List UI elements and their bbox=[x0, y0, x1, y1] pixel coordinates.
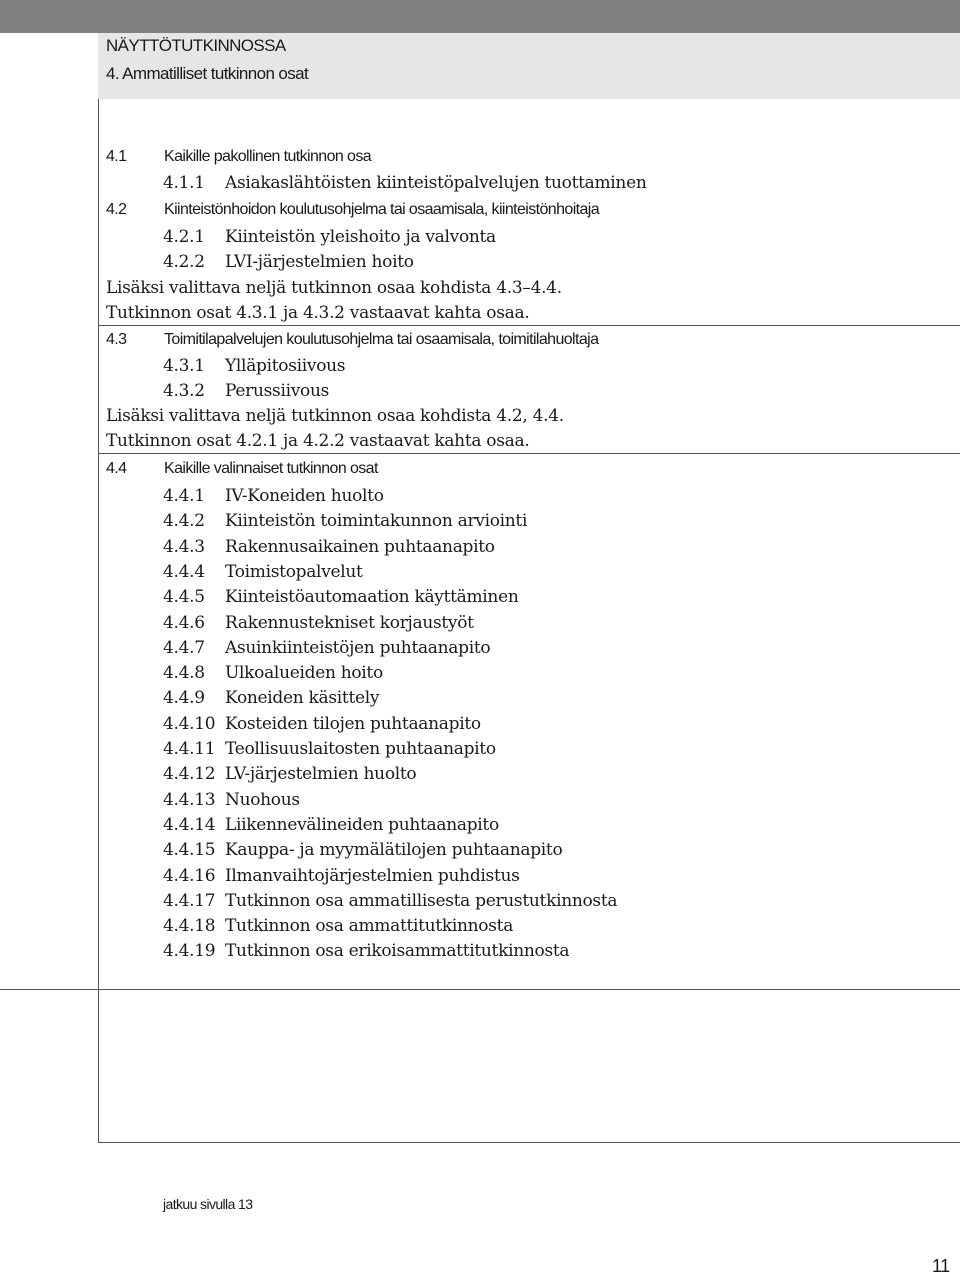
page-subtitle: 4. Ammatilliset tutkinnon osat bbox=[106, 64, 309, 83]
item-text: Kauppa- ja myymälätilojen puhtaanapito bbox=[225, 840, 563, 861]
item-text: Liikennevälineiden puhtaanapito bbox=[225, 814, 499, 835]
section-title: Kaikille valinnaiset tutkinnon osat bbox=[164, 460, 378, 477]
item-text: Ylläpitosiivous bbox=[225, 356, 346, 376]
item-text: Kiinteistön yleishoito ja valvonta bbox=[225, 227, 496, 247]
top-bar bbox=[0, 0, 960, 33]
item-text: Tutkinnon osa ammatillisesta perustutkinnosta bbox=[225, 890, 618, 911]
item-text: Asiakaslähtöisten kiinteistöpalvelujen tuottaminen bbox=[225, 173, 647, 193]
section-title: Kiinteistönhoidon koulutusohjelma tai osaamisala, kiinteistönhoitaja bbox=[164, 201, 600, 218]
item-number: 4.2.1 bbox=[163, 227, 205, 247]
item-text: Koneiden käsittely bbox=[225, 688, 380, 709]
item-number: 4.4.9 bbox=[163, 688, 205, 709]
item-text: Tutkinnon osa ammattitutkinnosta bbox=[225, 916, 514, 937]
section-title: Kaikille pakollinen tutkinnon osa bbox=[164, 148, 372, 165]
item-text: Ilmanvaihtojärjestelmien puhdistus bbox=[225, 865, 520, 886]
item-text: Rakennusaikainen puhtaanapito bbox=[225, 536, 495, 557]
item-text: Kiinteistön toimintakunnon arviointi bbox=[225, 511, 528, 532]
note-text: Tutkinnon osat 4.2.1 ja 4.2.2 vastaavat kahta osaa. bbox=[106, 431, 530, 451]
item-number: 4.4.2 bbox=[163, 511, 205, 532]
item-number: 4.4.12 bbox=[163, 764, 216, 785]
item-number: 4.4.17 bbox=[163, 890, 216, 911]
item-text: Toimistopalvelut bbox=[225, 561, 363, 582]
empty-box bbox=[98, 989, 960, 1143]
item-text: Asuinkiinteistöjen puhtaanapito bbox=[225, 637, 491, 658]
item-text: Rakennustekniset korjaustyöt bbox=[225, 612, 474, 633]
item-text: Nuohous bbox=[225, 789, 300, 810]
divider bbox=[98, 453, 960, 454]
section-number: 4.2 bbox=[106, 201, 127, 218]
item-number: 4.4.14 bbox=[163, 814, 216, 835]
page-number: 11 bbox=[932, 1256, 950, 1276]
note-text: Lisäksi valittava neljä tutkinnon osaa kohdista 4.3–4.4. bbox=[106, 278, 562, 298]
item-text: Kosteiden tilojen puhtaanapito bbox=[225, 713, 481, 734]
page-title: NÄYTTÖTUTKINNOSSA bbox=[106, 36, 286, 55]
item-number: 4.4.3 bbox=[163, 536, 205, 557]
item-number: 4.4.4 bbox=[163, 561, 205, 582]
item-number: 4.4.5 bbox=[163, 587, 205, 608]
item-number: 4.4.18 bbox=[163, 916, 216, 937]
section-number: 4.4 bbox=[106, 460, 127, 477]
item-number: 4.3.1 bbox=[163, 356, 205, 376]
item-text: LV-järjestelmien huolto bbox=[225, 764, 417, 785]
item-number: 4.3.2 bbox=[163, 381, 205, 401]
divider bbox=[98, 325, 960, 326]
item-number: 4.4.11 bbox=[163, 739, 216, 759]
section-number: 4.3 bbox=[106, 331, 127, 348]
item-number: 4.4.8 bbox=[163, 663, 205, 684]
divider bbox=[0, 989, 98, 990]
item-text: Ulkoalueiden hoito bbox=[225, 663, 383, 684]
item-text: Perussiivous bbox=[225, 381, 330, 401]
item-number: 4.4.16 bbox=[163, 865, 216, 886]
item-number: 4.4.15 bbox=[163, 840, 216, 861]
continued-note: jatkuu sivulla 13 bbox=[163, 1196, 253, 1212]
note-text: Lisäksi valittava neljä tutkinnon osaa kohdista 4.2, 4.4. bbox=[106, 406, 564, 426]
item-text: LVI-järjestelmien hoito bbox=[225, 252, 414, 272]
item-text: IV-Koneiden huolto bbox=[225, 486, 384, 506]
item-text: Tutkinnon osa erikoisammattitutkinnosta bbox=[225, 941, 570, 962]
item-number: 4.1.1 bbox=[163, 173, 205, 193]
item-number: 4.4.1 bbox=[163, 486, 205, 506]
section-title: Toimitilapalvelujen koulutusohjelma tai osaamisala, toimitilahuoltaja bbox=[164, 331, 599, 348]
note-text: Tutkinnon osat 4.3.1 ja 4.3.2 vastaavat kahta osaa. bbox=[106, 303, 530, 323]
section-number: 4.1 bbox=[106, 148, 127, 165]
item-text: Teollisuuslaitosten puhtaanapito bbox=[225, 739, 496, 759]
item-number: 4.4.7 bbox=[163, 637, 205, 658]
item-number: 4.4.6 bbox=[163, 612, 205, 633]
item-number: 4.2.2 bbox=[163, 252, 205, 272]
item-number: 4.4.10 bbox=[163, 713, 216, 734]
item-text: Kiinteistöautomaation käyttäminen bbox=[225, 587, 519, 608]
item-number: 4.4.13 bbox=[163, 789, 216, 810]
item-number: 4.4.19 bbox=[163, 941, 216, 962]
